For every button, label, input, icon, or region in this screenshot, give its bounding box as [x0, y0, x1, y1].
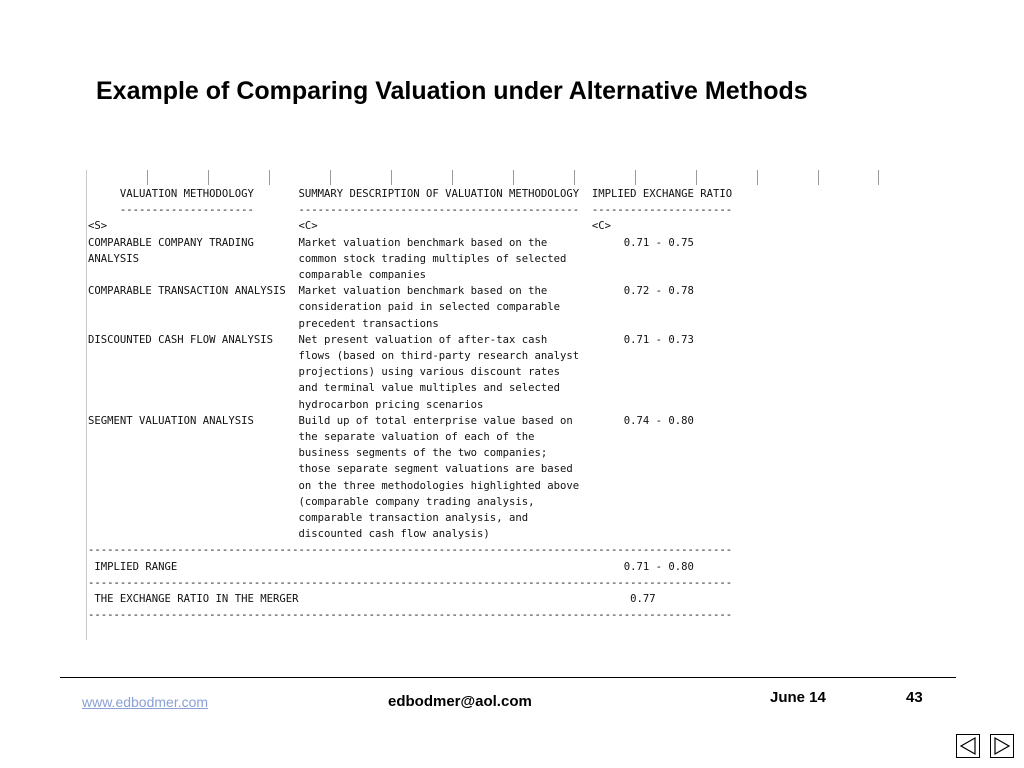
ruler-tick [147, 170, 148, 185]
table-line: precedent transactions [88, 317, 439, 330]
table-line: business segments of the two companies; [88, 447, 548, 460]
table-line: <S> <C> <C> [88, 220, 611, 233]
table-line: projections) using various discount rates [88, 366, 560, 379]
ruler-tick [208, 170, 209, 185]
ruler-tick [513, 170, 514, 185]
table-line: DISCOUNTED CASH FLOW ANALYSIS Net present valuation of after-tax cash 0.71 - 0.73 [88, 333, 694, 346]
table-line: on the three methodologies highlighted above [88, 479, 580, 492]
previous-slide-button[interactable] [956, 734, 980, 758]
table-line: IMPLIED RANGE 0.71 - 0.80 [88, 560, 694, 573]
ruler-tick [696, 170, 697, 185]
ruler-tick [635, 170, 636, 185]
triangle-right-icon [991, 735, 1013, 757]
table-line: comparable transaction analysis, and [88, 512, 529, 525]
ruler-tick [452, 170, 453, 185]
table-line: ----------------------------------------------------------------------------------------------------- [88, 576, 733, 589]
table-line: and terminal value multiples and selected [88, 382, 560, 395]
table-line: (comparable company trading analysis, [88, 495, 535, 508]
valuation-table [86, 170, 886, 640]
column-ruler [86, 170, 886, 186]
table-line: THE EXCHANGE RATIO IN THE MERGER 0.77 [88, 593, 656, 606]
table-line: hydrocarbon pricing scenarios [88, 398, 484, 411]
ruler-tick [330, 170, 331, 185]
ruler-tick [574, 170, 575, 185]
footer-date: June 14 [770, 689, 826, 706]
page-number: 43 [906, 689, 923, 706]
table-line: consideration paid in selected comparable [88, 301, 560, 314]
table-line: --------------------- -------------------------------------------- ---------------------- [88, 204, 733, 217]
table-line: COMPARABLE COMPANY TRADING Market valuation benchmark based on the 0.71 - 0.75 [88, 236, 694, 249]
table-left-border [86, 170, 87, 640]
footer-divider [60, 677, 956, 678]
ruler-tick [391, 170, 392, 185]
ruler-tick [818, 170, 819, 185]
slide-title: Example of Comparing Valuation under Alternative Methods [96, 77, 808, 105]
table-line: SEGMENT VALUATION ANALYSIS Build up of total enterprise value based on 0.74 - 0.80 [88, 414, 694, 427]
table-line: COMPARABLE TRANSACTION ANALYSIS Market valuation benchmark based on the 0.72 - 0.78 [88, 285, 694, 298]
table-line: ----------------------------------------------------------------------------------------------------- [88, 609, 733, 622]
table-line: those separate segment valuations are based [88, 463, 573, 476]
website-link[interactable]: www.edbodmer.com [82, 694, 209, 710]
footer-email: edbodmer@aol.com [388, 693, 532, 710]
next-slide-button[interactable] [990, 734, 1014, 758]
triangle-left-icon [957, 735, 979, 757]
table-text [88, 186, 732, 623]
table-line: comparable companies [88, 269, 427, 282]
table-line: ----------------------------------------------------------------------------------------------------- [88, 544, 733, 557]
ruler-tick [878, 170, 879, 185]
table-line: the separate valuation of each of the [88, 431, 535, 444]
ruler-tick [757, 170, 758, 185]
table-line: discounted cash flow analysis) [88, 528, 490, 541]
table-line: VALUATION METHODOLOGY SUMMARY DESCRIPTION OF VALUATION METHODOLOGY IMPLIED EXCHANGE RATIO [88, 188, 733, 200]
table-line: flows (based on third-party research analyst [88, 350, 580, 363]
ruler-tick [269, 170, 270, 185]
table-line: ANALYSIS common stock trading multiples of selected [88, 252, 567, 265]
